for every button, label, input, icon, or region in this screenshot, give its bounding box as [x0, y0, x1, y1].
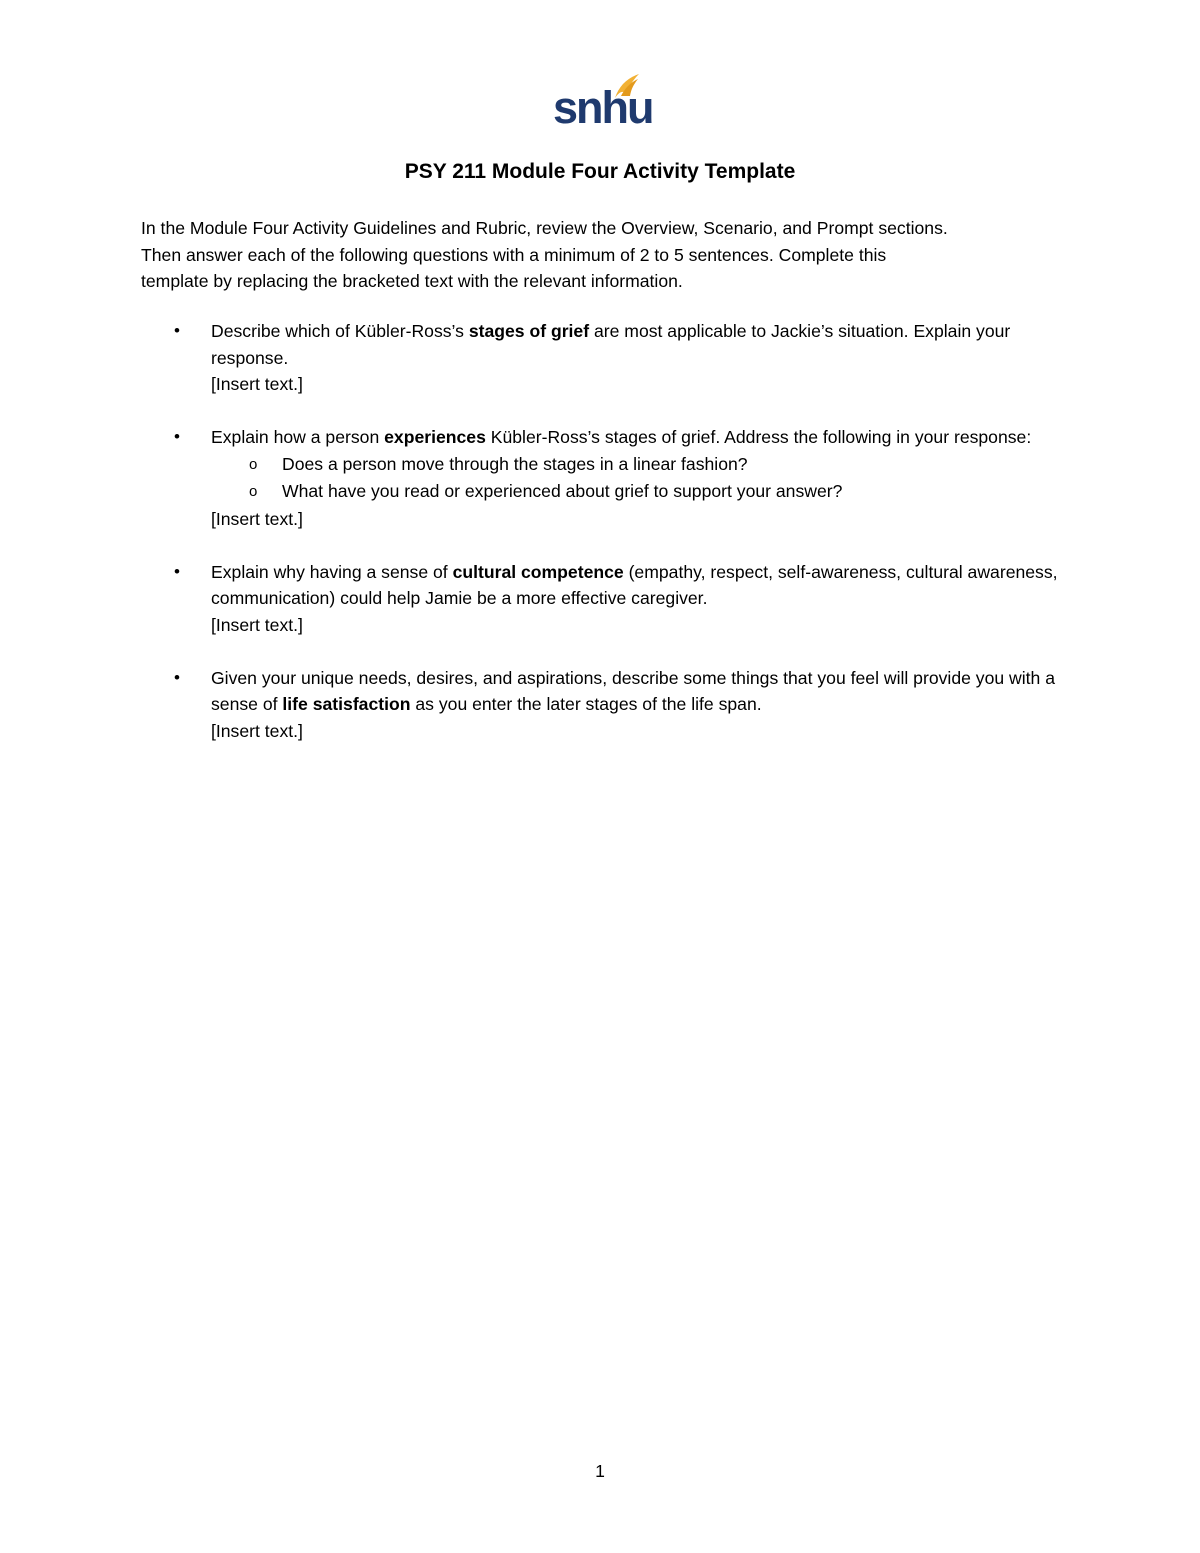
snhu-logo	[553, 72, 653, 134]
sub-question-item	[211, 451, 1071, 479]
question-text: are most applicable to Jackie’s situation. Explain your response.	[211, 321, 1011, 368]
intro-line: In the Module Four Activity Guidelines and Rubric, review the Overview, Scenario, and Prompt sections.	[141, 218, 948, 238]
insert-text-placeholder[interactable]: [Insert text.]	[211, 614, 303, 635]
bullet-icon: •	[174, 321, 180, 340]
bullet-icon: •	[174, 667, 180, 687]
insert-text-placeholder[interactable]: [Insert text.]	[211, 374, 303, 394]
question-item-stages-of-grief	[141, 318, 1071, 398]
question-text: Given your unique needs, desires, and aspirations, describe some things that you feel will provide you with a sense of	[211, 667, 1055, 714]
sub-question-text: Does a person move through the stages in a linear fashion?	[282, 453, 748, 474]
bullet-icon: •	[174, 561, 180, 581]
question-text: as you enter the later stages of the life span.	[410, 694, 762, 714]
sub-question-list	[211, 451, 1071, 506]
bullet-icon: •	[174, 427, 180, 446]
insert-text-placeholder[interactable]: [Insert text.]	[211, 508, 303, 529]
question-keyword: experiences	[384, 427, 486, 447]
question-item-cultural-competence	[141, 559, 1071, 639]
question-text: Kübler-Ross’s stages of grief. Address the following in your response:	[485, 427, 1032, 447]
question-keyword: cultural competence	[452, 561, 624, 582]
question-text: Explain why having a sense of	[211, 561, 453, 582]
question-text: Describe which of Kübler-Ross’s	[211, 321, 469, 341]
intro-line: template by replacing the bracketed text with the relevant information.	[141, 271, 683, 291]
question-text: (empathy, respect, self-awareness, cultural awareness, communication) could help Jamie be a more effective caregiver.	[211, 561, 1058, 608]
sub-bullet-icon: o	[249, 455, 258, 473]
question-keyword: life satisfaction	[282, 694, 411, 714]
question-list	[141, 318, 1071, 771]
page-number: 1	[595, 1461, 605, 1481]
question-item-experiences	[141, 424, 1071, 532]
intro-paragraph	[141, 215, 1071, 295]
question-keyword: stages of grief	[468, 321, 590, 341]
sub-bullet-icon: o	[249, 483, 258, 500]
sub-question-item	[211, 478, 1071, 506]
question-item-life-satisfaction	[141, 665, 1071, 745]
intro-line: Then answer each of the following questions with a minimum of 2 to 5 sentences. Complete this	[141, 244, 887, 265]
insert-text-placeholder[interactable]: [Insert text.]	[211, 720, 303, 741]
question-text: Explain how a person	[211, 427, 385, 447]
logo-text: snhu	[553, 82, 653, 133]
sub-question-text: What have you read or experienced about grief to support your answer?	[282, 481, 843, 501]
page-title: PSY 211 Module Four Activity Template	[404, 160, 796, 183]
